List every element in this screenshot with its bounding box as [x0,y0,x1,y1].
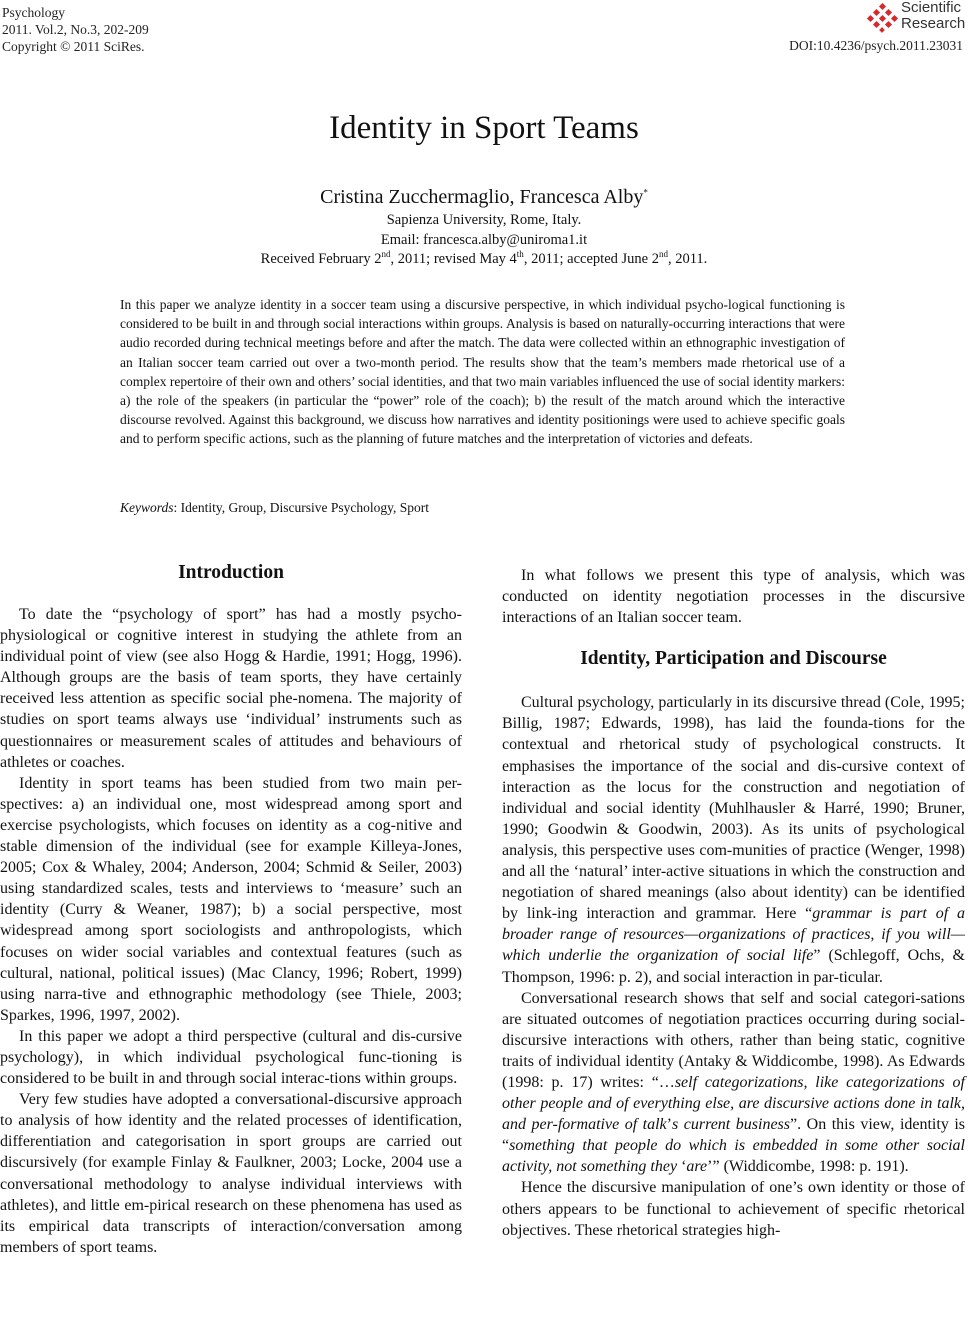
text-run: Cultural psychology, particularly in its discursive thread (Cole, 1995; Billig, 1987; Edwards, 1998), has laid the founda-tions for the contextual and rhetorical study of psychological constructs. It emphasises the importance of the social and dis-cursive context of interaction as the locus for the construction and negotiation of individual and social identity (Muhlhausler & Harré, 1990; Bruner, 1990; Goodwin & Goodwin, 2003). As its units of psychological analysis, this perspective uses com-munities of practice (Wenger, 1998) and all the ‘natural’ inter-active situations in which the construction and negotiation of shared meanings (also about identity) can be identified by link-ing interaction and grammar. Here “ [502,694,965,923]
ordinal-suffix: nd [658,249,668,260]
journal-name: Psychology [2,5,66,20]
journal-header [2,4,149,55]
authors [0,185,968,209]
corresponding-author-mark: * [643,187,648,198]
right-column [502,565,965,1241]
affiliation: Sapienza University, Rome, Italy. [386,212,582,228]
quote-italic: self categorizations, like categorizations of other people and of everything else, are discursive actions done in talk, and per-formative of talk [502,1073,965,1134]
paragraph [502,988,965,1178]
logo-line-2: Research [901,15,966,32]
accepted-text: , 2011; accepted June 2 [523,251,659,267]
volume-line: 2011. Vol.2, No.3, 202-209 [2,22,149,37]
quote-italic: are [686,1158,708,1176]
scientific-research-logo [866,0,966,34]
logo-wordmark [901,0,965,32]
affiliation-block [0,211,968,270]
ordinal-suffix: th [516,249,524,260]
text-run: ‘ [677,1158,687,1176]
paragraph: Identity in sport teams has been studied from two main per-spectives: a) an individual one, most widespread among sport and exercise psychologists, which focuses on identity as a cog-nitive and stable dimension of the individual (see for example Killeya-Jones, 2005; Cox & Whaley, 2004; Anderson, 2004; Schmid & Seiler, 2003) using standardized scales, tests and interviews to ‘measure’ such an identity (Curry & Weaner, 1987); b) a social perspective, most widespread among sport sociologists and anthropologists, which focuses on wider social variables and contextual features (such as cultural, national, political issues) (Mac Clancy, 1996; Robert, 1999) using narra-tive and ethnographic methodology (see Thiele, 2003; Sparkes, 1996, 1997, 2002). [0,774,462,1024]
email: Email: francesca.alby@uniroma1.it [380,231,588,248]
section-heading-identity: Identity, Participation and Discourse [580,648,887,670]
text-run: Conversational research shows that self and social categori-sations are situated outcomes of negotiation practices occurring during social-discursive interactions with others, rather than being static, cognitive traits of individual identity (Antaky & Widdicombe, 1998). As Edwards (1998: p. 17) writes: “… [502,989,965,1091]
year-text: , 2011. [667,251,708,267]
keywords [120,498,429,517]
paragraph: To date the “psychology of sport” has had a mostly psycho-physiological or cognitive interest in studying the athlete from an individual point of view (see also Hogg & Hardie, 1991; Hogg, 1996). Although groups are the basis of team sports, they have certainly received less attention as specific social phe-nomena. The majority of studies on sport teams always use ‘individual’ instruments such as questionnaires or measurement scales of attitudes and behaviours of athletes or coaches. [0,606,462,771]
left-column [0,562,462,1258]
keywords-label: Keywords [120,500,174,515]
text-run: ’” (Widdicombe, 1998: p. 191). [707,1158,909,1176]
author-names: Cristina Zucchermaglio, Francesca Alby [320,186,644,208]
ordinal-suffix: nd [381,249,391,260]
diamond-dots-logo-icon [866,3,900,33]
quote-italic: something that people do which is embedded in some other social activity, not something they [502,1137,965,1176]
received-dates [0,250,968,270]
paragraph: In this paper we adopt a third perspective (cultural and dis-cursive psychology), in which individual psychological func-tioning is considered to be built in and through social interac-tions within groups. [0,1027,462,1088]
paragraph: In what follows we present this type of analysis, which was conducted on identity negotiation processes in the discursive interactions of an Italian soccer team. [502,567,965,627]
paragraph: Hence the discursive manipulation of one’s own identity or those of others appears to be functional to achievement of specific rhetorical objectives. These rhetorical strategies high- [502,1179,965,1239]
quote-italic: s current business [672,1116,791,1134]
section-heading-introduction: Introduction [178,562,284,583]
keywords-list: : Identity, Group, Discursive Psychology, Sport [173,500,429,515]
abstract: In this paper we analyze identity in a soccer team using a discursive perspective, in which individual psycho-logical functioning is considered to be built in and through social interactions within groups. Analysis is based on naturally-occurring interactions that were audio recorded during technical meetings before and after the match. The data were collected within an ethnographic investigation of an Italian soccer team carried out over a two-month period. The results show that the team’s members made rhetorical use of a complex repertoire of their own and others’ social identities, and that two main variables influenced the use of social identity markers: a) the role of the speakers (in particular the “power” role of the coach); b) the result of the match around which the interactive discourse revolved. Against this background, we discuss how narratives and identity positionings were used to achieve specific goals and to perform specific actions, such as the planning of future matches and the interpretation of victories and defeats. [120,297,845,447]
doi: DOI:10.4236/psych.2011.23031 [789,38,963,53]
text-run: ” (Schlegoff, Ochs, & Thompson, 1996: p. 2), and social interaction in par-ticular. [502,947,965,986]
text-run: ”. On this view, identity is “ [502,1116,966,1155]
paragraph [502,692,965,987]
copyright-line: Copyright © 2011 SciRes. [2,39,145,54]
paper-title: Identity in Sport Teams [329,110,639,146]
revised-text: , 2011; revised May 4 [390,251,517,267]
received-text: Received February 2 [260,251,382,267]
paragraph: Very few studies have adopted a conversational-discursive approach to analysis of how identity and the related processes of identification, differentiation and categorisation in sport groups are carried out discursively (for example Finlay & Faulkner, 2003; Locke, 2004 use a conversational methodology to analyse individual interviews with athletes), and little em-pirical research on these phenomena has used as its empirical data transcripts of interaction/conversation among members of sport teams. [0,1091,462,1256]
text-run: ’ [666,1116,672,1134]
logo-line-1: Scientific [901,0,962,16]
quote-italic: grammar is part of a broader range of resources—organizations of practices, if you will—which underlie the organization of social life [502,905,965,965]
